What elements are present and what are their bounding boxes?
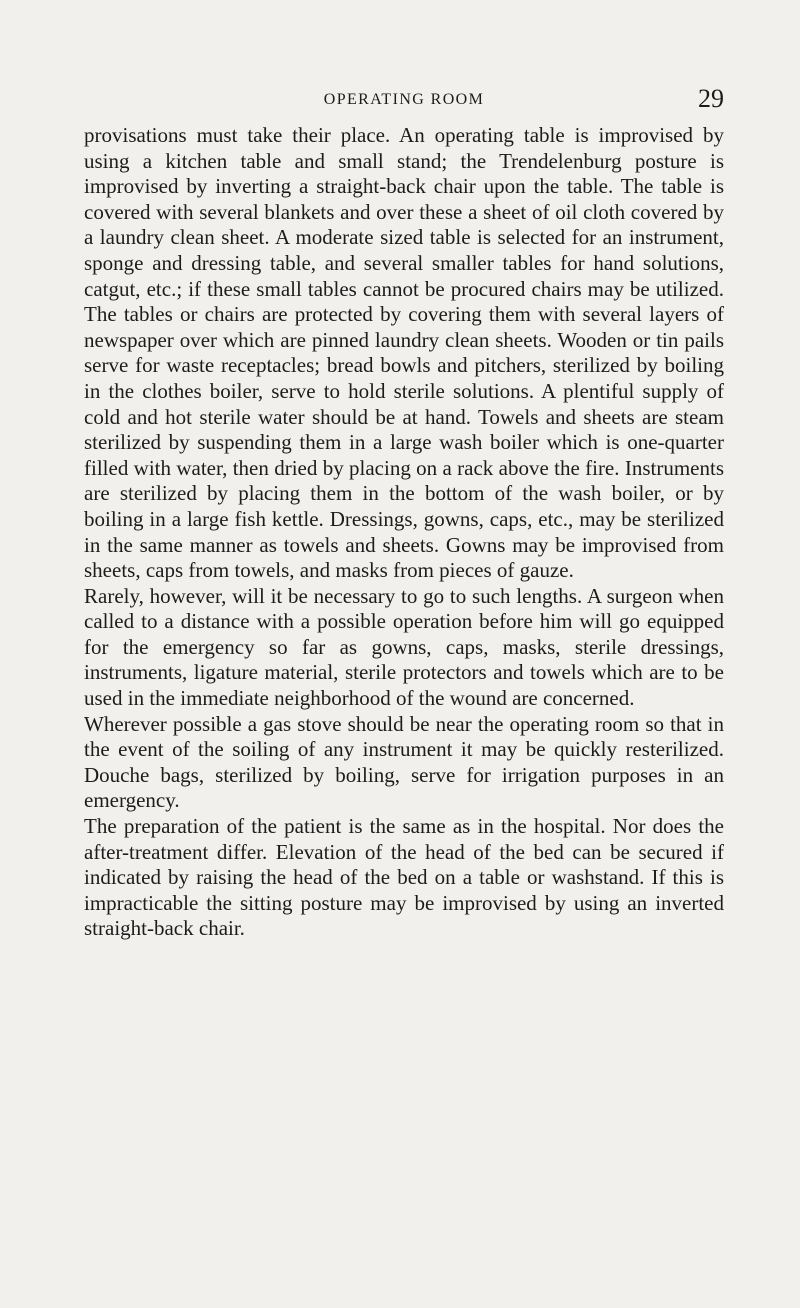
running-head: [84, 84, 724, 113]
paragraph: The preparation of the patient is the same as in the hospital. Nor does the after-treatment differ. Elevation of the head of the bed can be secured if indicated by raising the head of the bed on a table or washstand. If this is impracticable the sitting posture may be improvised by using an inverted straight-back chair.: [84, 814, 724, 941]
running-title: OPERATING ROOM: [323, 91, 485, 108]
page-number: 29: [698, 84, 724, 113]
paragraph: Wherever possible a gas stove should be near the operating room so that in the event of the soiling of any instrument it may be quickly resterilized. Douche bags, sterilized by boiling, serve for irrigation purposes in an emergency.: [84, 711, 724, 813]
paragraph: Rarely, however, will it be necessary to go to such lengths. A surgeon when called to a distance with a possible operation before him will go equipped for the emergency so far as gowns, caps, masks, sterile dressings, instruments, ligature material, sterile protectors and towels which are to be used in the immediate neighborhood of the wound are concerned.: [84, 583, 724, 711]
paragraph: provisations must take their place. An operating table is improvised by using a kitchen table and small stand; the Trendelenburg posture is improvised by inverting a straight-back chair upon the table. The table is covered with several blankets and over these a sheet of oil cloth covered by a laundry clean sheet. A moderate sized table is selected for an instrument, sponge and dressing table, and several smaller tables for hand solutions, catgut, etc.; if these small tables cannot be procured chairs may be utilized. The tables or chairs are protected by covering them with several layers of newspaper over which are pinned laundry clean sheets. Wooden or tin pails serve for waste receptacles; bread bowls and pitchers, sterilized by boiling in the clothes boiler, serve to hold sterile solutions. A plentiful supply of cold and hot sterile water should be at hand. Towels and sheets are steam sterilized by suspending them in a large wash boiler which is one-quarter filled with water, then dried by placing on a rack above the fire. Instruments are sterilized by placing them in the bottom of the wash boiler, or by boiling in a large fish kettle. Dressings, gowns, caps, etc., may be sterilized in the same manner as towels and sheets. Gowns may be improvised from sheets, caps from towels, and masks from pieces of gauze.: [84, 123, 724, 583]
body-text: [84, 123, 724, 942]
